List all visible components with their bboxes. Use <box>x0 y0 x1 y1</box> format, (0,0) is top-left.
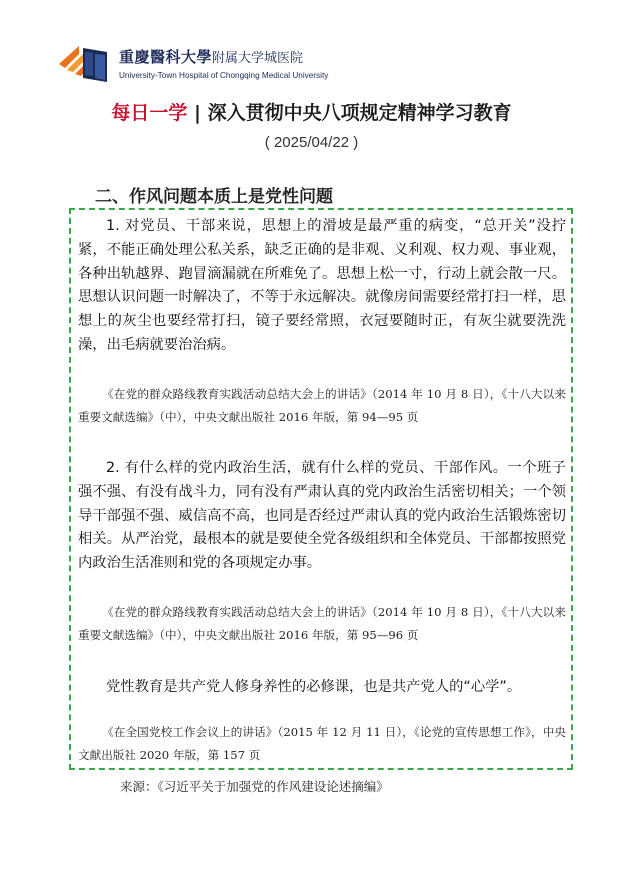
quote-paragraph-3 <box>78 676 566 700</box>
citation-text: 《在全国党校工作会议上的讲话》（2015 年 12 月 11 日），《论党的宣传思想工作》，中央文献出版社 2020 年版，第 157 页 <box>78 725 566 762</box>
citation-1 <box>78 383 566 429</box>
source-line <box>120 777 389 795</box>
hospital-name-en: University-Town Hospital of Chongqing Medical University <box>119 71 329 80</box>
page-title <box>0 98 623 125</box>
quote-text: 党性教育是共产党人修身养性的必修课，也是共产党人的“心学”。 <box>106 679 522 695</box>
hospital-logo <box>57 40 329 90</box>
title-separator: | <box>194 102 201 124</box>
school-name: 重慶醫科大學 <box>119 48 213 66</box>
quote-paragraph-2 <box>78 457 566 576</box>
hospital-emblem-icon <box>57 42 109 84</box>
publish-date: ( 2025/04/22 ) <box>264 134 359 151</box>
citation-text: 《在党的群众路线教育实践活动总结大会上的讲话》（2014 年 10 月 8 日），《十八大以来重要文献选编》（中），中央文献出版社 2016 年版，第 94—95 页 <box>78 387 566 424</box>
source-title: 《习近平关于加强党的作风建设论述摘编》 <box>157 779 389 794</box>
quote-paragraph-1 <box>78 215 566 358</box>
hospital-name-cn <box>119 46 303 67</box>
citation-text: 《在党的群众路线教育实践活动总结大会上的讲话》（2014 年 10 月 8 日），《十八大以来重要文献选编》（中），中央文献出版社 2016 年版，第 95—96 页 <box>78 605 566 642</box>
citation-2 <box>78 601 566 647</box>
hospital-branch-name: 附属大学城医院 <box>212 51 304 66</box>
quote-text: 2. 有什么样的党内政治生活，就有什么样的党员、干部作风。一个班子强不强、有没有战斗力，同有没有严肃认真的党内政治生活密切相关；一个领导干部强不强、威信高不高，也同是否经过严肃认真的党内政治生活锻炼密切相关。从严治党，最根本的就是要使全党各级组织和全体党员、干部都按照党内政治生活准则和党的各项规定办事。 <box>78 460 566 572</box>
title-main: 深入贯彻中央八项规定精神学习教育 <box>207 102 512 124</box>
citation-3 <box>78 721 566 767</box>
title-prefix: 每日一学 <box>111 102 188 124</box>
quote-text: 1. 对党员、干部来说，思想上的滑坡是最严重的病变，“总开关”没拧紧，不能正确处理公私关系，缺乏正确的是非观、义利观、权力观、事业观，各种出轨越界、跑冒滴漏就在所难免了。思想上松一寸，行动上就会散一尺。思想认识问题一时解决了，不等于永远解决。就像房间需要经常打扫一样，思想上的灰尘也要经常打扫，镜子要经常照，衣冠要随时正，有灰尘就要洗洗澡，出毛病就要治治病。 <box>78 218 566 353</box>
source-label: 来源： <box>120 779 158 794</box>
section-heading: 二、作风问题本质上是党性问题 <box>95 187 333 207</box>
